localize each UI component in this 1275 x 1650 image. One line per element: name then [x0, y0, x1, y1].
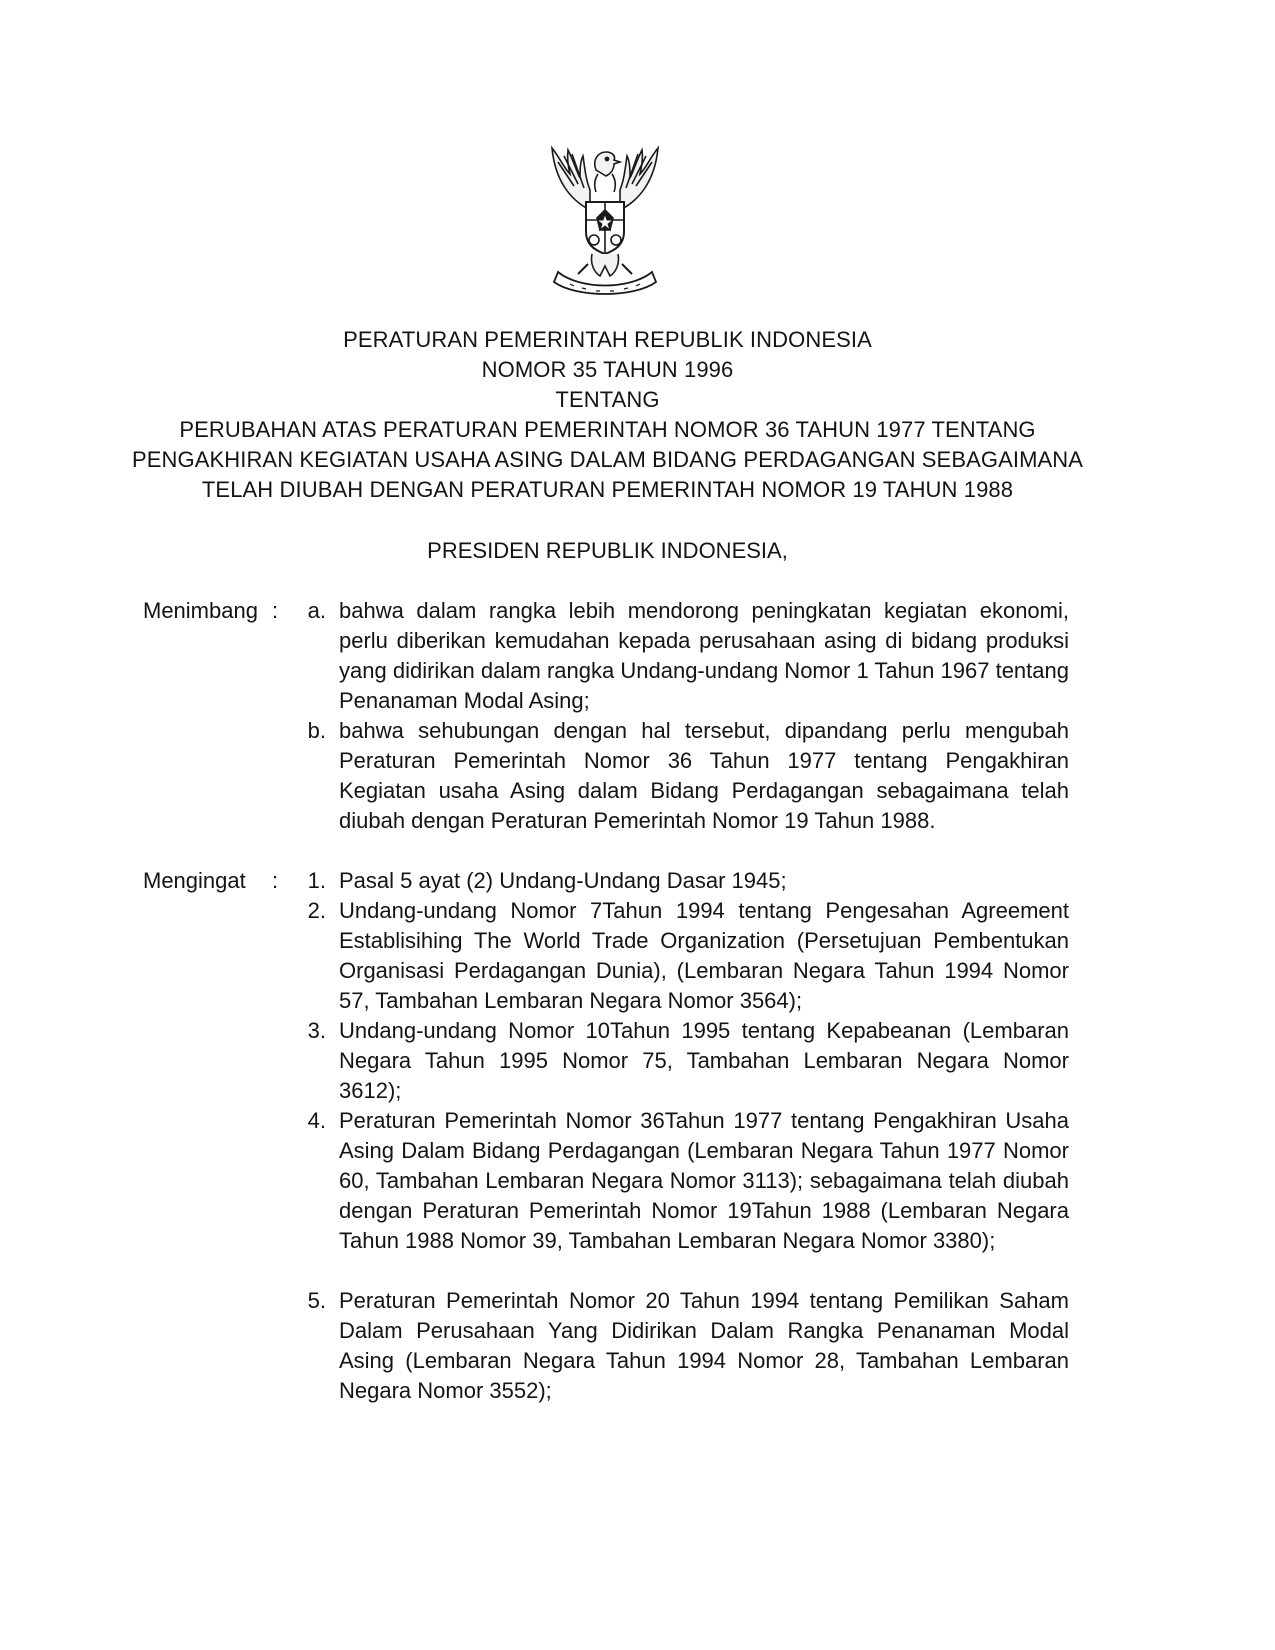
mengingat-item-text: Pasal 5 ayat (2) Undang-Undang Dasar 1945; [339, 868, 787, 893]
mengingat-item-marker: 3. [307, 1018, 326, 1043]
mengingat-colon: : [272, 868, 279, 893]
mengingat-item-marker: 2. [307, 898, 326, 923]
menimbang-label: Menimbang [143, 598, 258, 623]
mengingat-item-marker: 4. [307, 1108, 326, 1133]
title-line: TENTANG [555, 387, 660, 412]
menimbang-colon: : [272, 598, 279, 623]
president-heading: PRESIDEN REPUBLIK INDONESIA, [427, 538, 788, 563]
mengingat-label: Mengingat [143, 868, 246, 893]
title-line: PERATURAN PEMERINTAH REPUBLIK INDONESIA [343, 327, 872, 352]
title-line: PERUBAHAN ATAS PERATURAN PEMERINTAH NOMOR 36 TAHUN 1977 TENTANG [179, 417, 1036, 442]
garuda-emblem-icon [530, 140, 680, 300]
mengingat-item-text: Peraturan Pemerintah Nomor 36Tahun 1977 tentang Pengakhiran Usaha Asing Dalam Bidang Perdagangan (Lembaran Negara Tahun 1977 Nomor 60, Tambahan Lembaran Negara Nomor 3113); sebagaimana telah diubah dengan Peraturan Pemerintah Nomor 19Tahun 1988 (Lembaran Negara Tahun 1988 Nomor 39, Tambahan Lembaran Negara Nomor 3380); [339, 1108, 1069, 1253]
menimbang-item-text: bahwa sehubungan dengan hal tersebut, dipandang perlu mengubah Peraturan Pemerintah Nomor 36 Tahun 1977 tentang Pengakhiran Kegiatan usaha Asing dalam Bidang Perdagangan sebagaimana telah diubah dengan Peraturan Pemerintah Nomor 19 Tahun 1988. [339, 718, 1069, 833]
menimbang-item-text: bahwa dalam rangka lebih mendorong peningkatan kegiatan ekonomi, perlu diberikan kemudahan kepada perusahaan asing di bidang produksi yang didirikan dalam rangka Undang-undang Nomor 1 Tahun 1967 tentang Penanaman Modal Asing; [339, 598, 1069, 713]
menimbang-item-marker: b. [307, 718, 326, 743]
mengingat-item-text: Peraturan Pemerintah Nomor 20 Tahun 1994 tentang Pemilikan Saham Dalam Perusahaan Yang Didirikan Dalam Rangka Penanaman Modal Asing (Lembaran Negara Tahun 1994 Nomor 28, Tambahan Lembaran Negara Nomor 3552); [339, 1288, 1069, 1403]
mengingat-item-text: Undang-undang Nomor 10Tahun 1995 tentang Kepabeanan (Lembaran Negara Tahun 1995 Nomor 75, Tambahan Lembaran Negara Nomor 3612); [339, 1018, 1069, 1103]
mengingat-item-text: Undang-undang Nomor 7Tahun 1994 tentang Pengesahan Agreement Establisihing The World Trade Organization (Persetujuan Pembentukan Organisasi Perdagangan Dunia), (Lembaran Negara Tahun 1994 Nomor 57, Tambahan Lembaran Negara Nomor 3564); [339, 898, 1069, 1013]
document-title [100, 325, 1115, 505]
mengingat-item-marker: 1. [307, 868, 326, 893]
title-line: NOMOR 35 TAHUN 1996 [481, 357, 734, 382]
title-line: PENGAKHIRAN KEGIATAN USAHA ASING DALAM BIDANG PERDAGANGAN SEBAGAIMANA [131, 447, 1084, 472]
menimbang-item-marker: a. [307, 598, 326, 623]
title-line: TELAH DIUBAH DENGAN PERATURAN PEMERINTAH NOMOR 19 TAHUN 1988 [201, 477, 1014, 502]
mengingat-item-marker: 5. [307, 1288, 326, 1313]
